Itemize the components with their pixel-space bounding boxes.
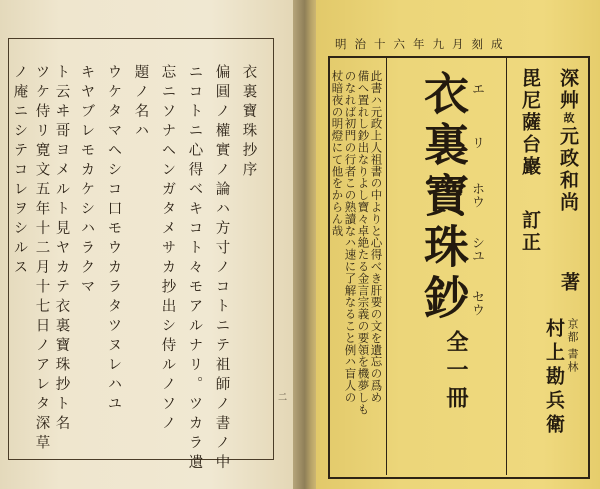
left-text-column: ト云ヰ哥ヨメルト見ヤカテ衣裏寶珠抄ト名 [53, 64, 70, 435]
editor-name: 毘尼薩台巖 [519, 68, 541, 178]
column-divider [386, 56, 387, 475]
preface-heading: 衣裏寶珠抄序 [240, 64, 257, 181]
publication-date: 明治十六年九月刻成 [335, 37, 511, 51]
note-column: 備へ置れし鈔出なりよし寶々卓絶たる金言宗義の要領を機夢しも [356, 70, 371, 416]
author-credit [558, 68, 577, 214]
column-divider [506, 56, 507, 475]
note-column: 杖暗夜の明燈にて他をからん哉 [330, 70, 345, 237]
note-column: 此書ハ元政上人祖書の中よりと心得べき肝要の文を遺忘の爲め [369, 70, 384, 404]
title-ruby: ホウ [469, 182, 484, 208]
author-role: 著 [558, 272, 580, 294]
author-name: 元政和尚 [557, 126, 579, 214]
title-ruby: セウ [469, 290, 484, 316]
left-text-column: 題ノ名ハ [132, 64, 149, 142]
left-text-column: ノ庵ニシテコレヲシルス [11, 64, 28, 279]
title-ruby: リ [469, 136, 484, 149]
author-name: 深艸 [557, 68, 579, 112]
left-text-column: 忘ニソナヘンガタメサカ抄出シ侍ルノソノ [159, 64, 176, 435]
publisher-city: 京都 [566, 318, 579, 344]
book-title: 衣裏寶珠鈔 [416, 70, 469, 325]
note-column: のなれば初門の行者この熟讀なハ速に了解なること例ハ盲人の [343, 70, 358, 404]
title-ruby: シユ [469, 236, 484, 262]
title-ruby: エ [469, 82, 484, 95]
left-text-column: 偏圓ノ權實ノ論ハ方寸ノコトニテ祖師ノ書ノ中 [213, 64, 230, 474]
page-number: 二 [276, 392, 286, 401]
left-text-column: ウケタマヘシコ口モウカラタツヌレハユ [105, 64, 122, 415]
author-note: 故 [562, 112, 575, 126]
left-text-column: ツケ侍リ寛文五年十二月十七日ノアレタ深草 [33, 64, 50, 454]
left-text-column: ニコトニ心得ベキコト々モアルナリ。ツカラ遺 [186, 64, 203, 474]
editor-role: 訂正 [519, 210, 541, 254]
volume-count: 全一冊 [443, 330, 469, 414]
publisher-type: 書林 [566, 348, 579, 374]
left-text-column: キヤブレモカケシハラクマ [78, 64, 95, 298]
publisher-name: 村上勘兵衛 [543, 318, 565, 438]
